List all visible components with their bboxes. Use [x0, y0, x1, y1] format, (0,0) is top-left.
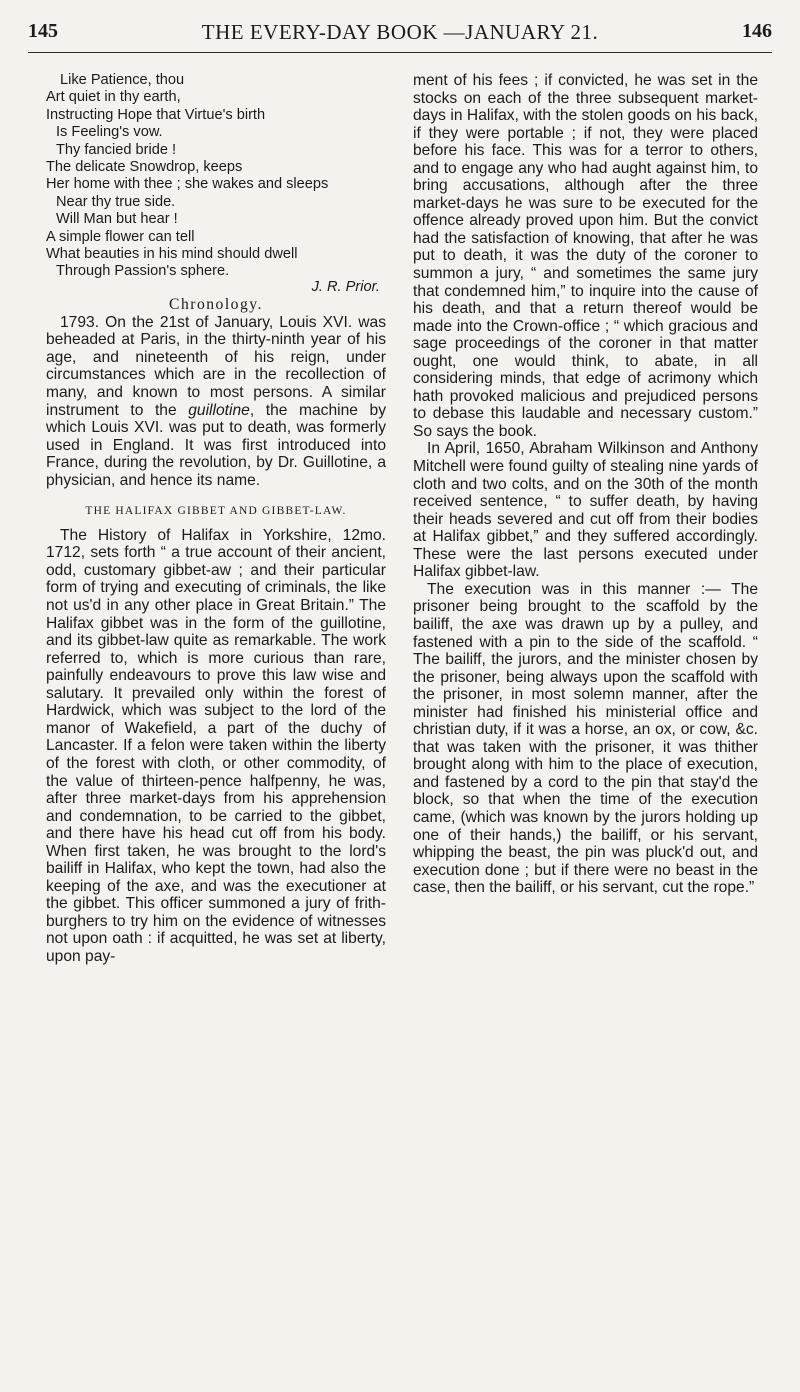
- poem-line: Will Man but hear !: [56, 211, 178, 228]
- poem-line: Thy fancied bride !: [56, 141, 177, 158]
- halifax-heading: THE HALIFAX GIBBET AND GIBBET-LAW.: [85, 505, 347, 518]
- poem-line: A simple flower can tell: [46, 228, 195, 245]
- halifax-paragraph-3: The execution was in this manner :— The prisoner being brought to the scaffold by the bailiff, the axe was drawn up by a pulley, and fastened with a pin to the side of the scaffold. “ The bailiff, the jurors, and the minister chosen by the prisoner, being always upon the scaffold with the prisoner, in most solemn manner, after the minister had finished his ministerial office and christian duty, if it was a horse, an ox, or cow, &c. that was taken with the prisoner, it was thither brought along with him to the place of execution, and fastened by a cord to the pin that stay'd the block, so that when the time of the execution came, (which was known by the jurors holding up one of their hands,) the bailiff, or his servant, whipping the beast, the pin was pluck'd out, and execution done ; but if there were no beast in the case, then the bailiff, or his servant, cut the rope.”: [413, 580, 758, 897]
- poem-line: Her home with thee ; she wakes and sleeps: [46, 176, 329, 193]
- running-header: [28, 14, 772, 53]
- poem-line: The delicate Snowdrop, keeps: [46, 159, 243, 176]
- poem-line: Near thy true side.: [56, 193, 176, 210]
- halifax-paragraph-1: The History of Halifax in Yorkshire, 12mo. 1712, sets forth “ a true account of their ancient, odd, customary gibbet-aw ; and their particular form of trying and executing of criminals, the like not us'd in any other place in Great Britain.” The Halifax gibbet was in the form of the guillotine, and its gibbet-law quite as remarkable. The work referred to, which is more curious than rare, painfully endeavours to prove this law wise and salutary. It prevailed only within the forest of Hardwick, which was subject to the lord of the manor of Wakefield, a part of the duchy of Lancaster. If a felon were taken within the liberty of the forest with cloth, or other commodity, of the value of thirteen-pence halfpenny, he was, after three market-days from his apprehension and condemnation, to be carried to the gibbet, and there have his head cut off from his body. When first taken, he was brought to the lord's bailiff in Halifax, who kept the town, had also the keeping of the axe, and was the executioner at the gibbet. This officer summoned a jury of frith-burghers to try him on the evidence of witnesses not upon oath : if acquitted, he was set at liberty, upon pay-: [46, 526, 386, 965]
- poem-line: What beauties in his mind should dwell: [46, 246, 298, 263]
- halifax-paragraph-2: In April, 1650, Abraham Wilkinson and Anthony Mitchell were found guilty of stealing nine yards of cloth and two colts, and on the 30th of the month received sentence, “ to suffer death, by having their heads severed and cut off from their bodies at Halifax gibbet,” and they suffered accordingly. These were the last persons executed under Halifax gibbet-law.: [413, 440, 758, 581]
- chronology-paragraph: [46, 314, 386, 489]
- left-column: [46, 72, 386, 966]
- poem: [46, 72, 386, 296]
- poem-line: Art quiet in thy earth,: [46, 89, 181, 106]
- right-column: [413, 72, 758, 897]
- halifax-paragraph-1-continued: ment of his fees ; if convicted, he was set in the stocks on each of the three subsequent market-days in Halifax, with the stolen goods on his back, if they were portable ; if not, they were placed before his face. This was for a terror to others, and to engage any who had aught against him, to bring accusations, although after the three market-days he was sure to be executed for the offence already proved upon him. But the convict had the satisfaction of knowing, that after he was put to death, it was the duty of the coroner to summon a jury, “ and sometimes the same jury that condemned him,” to inquire into the cause of his death, and that a return thereof would be made into the Crown-office ; “ which gracious and sage proceedings of the coroner in that matter ought, one would think, to abate, in all considering minds, that edge of acrimony which hath provoked malicious and prejudiced persons to debase this laudable and necessary custom.” So says the book.: [413, 72, 758, 440]
- page-number-right: 146: [742, 20, 772, 42]
- poem-line: Instructing Hope that Virtue's birth: [46, 106, 266, 123]
- page-number-left: 145: [28, 20, 58, 42]
- chronology-heading: Chronology.: [169, 296, 263, 314]
- poem-line: Like Patience, thou: [60, 72, 185, 88]
- guillotine-term: guillotine: [188, 401, 250, 419]
- poem-line: Is Feeling's vow.: [56, 124, 163, 141]
- chronology-text-start: 1793. On the 21st of January, Louis XVI. was beheaded at Paris, in the thirty-ninth year of his age, and nineteenth of his reign, under circumstances which are in the recollection of many, and known to most persons. A similar instrument to the: [46, 313, 386, 419]
- running-title: THE EVERY-DAY BOOK —JANUARY 21.: [201, 20, 599, 44]
- poem-line: Through Passion's sphere.: [56, 263, 230, 280]
- poem-attribution: J. R. Prior.: [311, 278, 380, 295]
- chronology-text-end: , the machine by which Louis XVI. was put to death, was formerly used in England. It was first introduced into France, during the revolution, by Dr. Guillotine, a physician, and hence its name.: [46, 401, 386, 489]
